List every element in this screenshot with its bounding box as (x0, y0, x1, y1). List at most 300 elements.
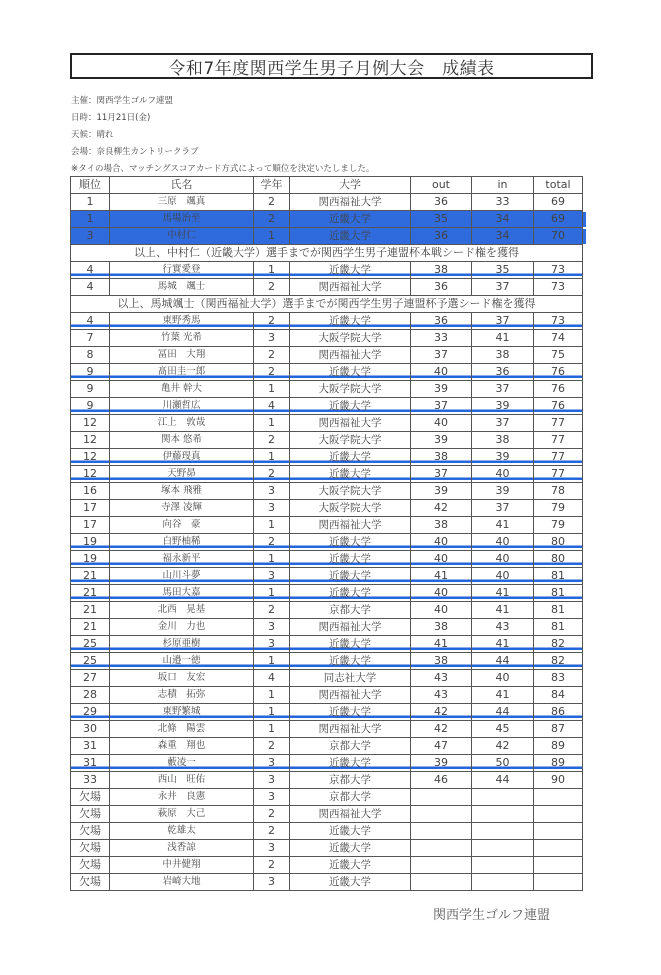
cell-name: 竹葉 光希 (110, 330, 254, 347)
cell-in: 42 (472, 738, 534, 755)
cell-name: 山川斗夢 (110, 568, 254, 585)
table-row (71, 721, 583, 738)
cell-in (472, 806, 534, 823)
cell-rank: 1 (71, 194, 110, 211)
cell-total: 81 (534, 619, 583, 636)
cell-in: 40 (472, 534, 534, 551)
table-row (71, 194, 583, 211)
cell-university: 京都大学 (290, 789, 411, 806)
cell-grade: 1 (254, 687, 290, 704)
cell-university: 近畿大学 (290, 585, 411, 602)
cell-out: 37 (411, 398, 472, 415)
table-row-struck (71, 585, 583, 602)
table-row-struck (71, 398, 583, 415)
cell-rank: 欠場 (71, 789, 110, 806)
cell-out: 39 (411, 483, 472, 500)
table-row (71, 500, 583, 517)
table-row (71, 806, 583, 823)
table-row-struck (71, 313, 583, 330)
cell-grade: 1 (254, 653, 290, 670)
cell-rank: 欠場 (71, 806, 110, 823)
cell-in (472, 840, 534, 857)
cell-university: 近畿大学 (290, 398, 411, 415)
cell-out (411, 789, 472, 806)
table-row (71, 415, 583, 432)
seed-note-row (71, 245, 583, 262)
cell-university: 大阪学院大学 (290, 381, 411, 398)
cell-in: 40 (472, 466, 534, 483)
cell-name: 中井健翔 (110, 857, 254, 874)
cell-out: 47 (411, 738, 472, 755)
cell-out (411, 857, 472, 874)
venue: 会場：奈良柳生カントリークラブ (71, 147, 199, 157)
cell-in: 41 (472, 585, 534, 602)
cell-in: 37 (472, 381, 534, 398)
cell-in: 41 (472, 602, 534, 619)
cell-grade: 2 (254, 194, 290, 211)
cell-university: 京都大学 (290, 772, 411, 789)
cell-university: 近畿大学 (290, 704, 411, 721)
cell-university: 関西福祉大学 (290, 619, 411, 636)
cell-rank: 28 (71, 687, 110, 704)
cell-name: 塚本 飛雅 (110, 483, 254, 500)
cell-out: 36 (411, 313, 472, 330)
cell-total: 69 (534, 211, 583, 228)
cell-out: 41 (411, 636, 472, 653)
cell-total (534, 823, 583, 840)
event-date: 日時：11月21日(金) (71, 113, 151, 123)
cell-in (472, 857, 534, 874)
cell-name: 東野繁城 (110, 704, 254, 721)
cell-university: 近畿大学 (290, 653, 411, 670)
table-row-struck (71, 636, 583, 653)
cell-out: 36 (411, 194, 472, 211)
cell-university: 近畿大学 (290, 466, 411, 483)
cell-total: 75 (534, 347, 583, 364)
footer-organization: 関西学生ゴルフ連盟 (433, 908, 551, 923)
cell-total: 84 (534, 687, 583, 704)
cell-out: 38 (411, 517, 472, 534)
table-row (71, 602, 583, 619)
cell-total: 77 (534, 449, 583, 466)
cell-rank: 16 (71, 483, 110, 500)
cell-in: 39 (472, 398, 534, 415)
cell-in: 41 (472, 517, 534, 534)
cell-rank: 欠場 (71, 874, 110, 891)
cell-total: 82 (534, 653, 583, 670)
cell-rank: 3 (71, 228, 110, 245)
cell-grade: 3 (254, 500, 290, 517)
table-row-struck (71, 534, 583, 551)
cell-total (534, 806, 583, 823)
cell-grade: 3 (254, 789, 290, 806)
cell-grade: 3 (254, 483, 290, 500)
table-row (71, 789, 583, 806)
cell-grade: 1 (254, 262, 290, 279)
cell-university: 近畿大学 (290, 857, 411, 874)
cell-rank: 25 (71, 653, 110, 670)
cell-out: 42 (411, 500, 472, 517)
cell-in: 41 (472, 330, 534, 347)
cell-rank: 17 (71, 500, 110, 517)
cell-in: 37 (472, 415, 534, 432)
cell-rank: 4 (71, 262, 110, 279)
cell-out: 35 (411, 211, 472, 228)
table-row (71, 857, 583, 874)
table-row-struck (71, 704, 583, 721)
cell-total: 87 (534, 721, 583, 738)
cell-out (411, 823, 472, 840)
table-row (71, 670, 583, 687)
cell-grade: 2 (254, 211, 290, 228)
cell-out (411, 840, 472, 857)
cell-out: 42 (411, 704, 472, 721)
cell-total: 76 (534, 364, 583, 381)
cell-grade: 2 (254, 602, 290, 619)
table-row (71, 619, 583, 636)
cell-university: 近畿大学 (290, 823, 411, 840)
cell-grade: 3 (254, 772, 290, 789)
cell-name: 金川 力也 (110, 619, 254, 636)
cell-rank: 欠場 (71, 823, 110, 840)
cell-rank: 9 (71, 398, 110, 415)
cell-name: 冨田 大翔 (110, 347, 254, 364)
cell-out: 38 (411, 449, 472, 466)
cell-grade: 1 (254, 449, 290, 466)
table-row (71, 687, 583, 704)
cell-in: 45 (472, 721, 534, 738)
cell-total: 83 (534, 670, 583, 687)
cell-in: 36 (472, 364, 534, 381)
cell-university: 近畿大学 (290, 313, 411, 330)
cell-out: 40 (411, 602, 472, 619)
cell-grade: 1 (254, 415, 290, 432)
cell-in: 37 (472, 313, 534, 330)
table-row (71, 772, 583, 789)
cell-out: 36 (411, 279, 472, 296)
cell-total: 81 (534, 568, 583, 585)
cell-university: 近畿大学 (290, 228, 411, 245)
cell-grade: 2 (254, 806, 290, 823)
cell-name: 馬田大嘉 (110, 585, 254, 602)
cell-in: 44 (472, 653, 534, 670)
cell-grade: 3 (254, 568, 290, 585)
cell-name: 向谷 豪 (110, 517, 254, 534)
cell-out: 40 (411, 585, 472, 602)
cell-name: 関本 悠希 (110, 432, 254, 449)
cell-total: 76 (534, 398, 583, 415)
cell-total: 81 (534, 602, 583, 619)
table-row-struck (71, 551, 583, 568)
cell-in: 41 (472, 687, 534, 704)
cell-university: 関西福祉大学 (290, 415, 411, 432)
cell-total: 80 (534, 534, 583, 551)
cell-university: 近畿大学 (290, 211, 411, 228)
cell-rank: 7 (71, 330, 110, 347)
cell-total: 89 (534, 738, 583, 755)
cell-out (411, 874, 472, 891)
seed-note-row (71, 296, 583, 313)
cell-name: 伊藤琝真 (110, 449, 254, 466)
cell-rank: 9 (71, 381, 110, 398)
cell-grade: 2 (254, 347, 290, 364)
cell-total: 77 (534, 415, 583, 432)
cell-grade: 2 (254, 364, 290, 381)
cell-name: 萩原 大己 (110, 806, 254, 823)
cell-university: 近畿大学 (290, 534, 411, 551)
cell-total: 73 (534, 262, 583, 279)
seed-note: 以上、中村仁（近畿大学）選手までが関西学生男子連盟杯本戦シード権を獲得 (71, 245, 583, 262)
cell-grade: 2 (254, 466, 290, 483)
cell-rank: 12 (71, 415, 110, 432)
cell-in: 33 (472, 194, 534, 211)
cell-university: 関西福祉大学 (290, 279, 411, 296)
cell-university: 大阪学院大学 (290, 330, 411, 347)
cell-rank: 21 (71, 568, 110, 585)
cell-total: 90 (534, 772, 583, 789)
cell-in: 41 (472, 636, 534, 653)
cell-university: 近畿大学 (290, 262, 411, 279)
cell-total: 77 (534, 466, 583, 483)
header-rank: 順位 (71, 177, 110, 194)
cell-grade: 1 (254, 704, 290, 721)
cell-grade: 2 (254, 432, 290, 449)
cell-out: 43 (411, 670, 472, 687)
cell-rank: 21 (71, 619, 110, 636)
table-row-struck (71, 755, 583, 772)
cell-in: 50 (472, 755, 534, 772)
cell-name: 永井 良憲 (110, 789, 254, 806)
cell-total: 69 (534, 194, 583, 211)
table-row (71, 483, 583, 500)
cell-name: 森重 翔也 (110, 738, 254, 755)
table-row (71, 330, 583, 347)
cell-in: 38 (472, 347, 534, 364)
table-row (71, 279, 583, 296)
cell-grade: 3 (254, 874, 290, 891)
cell-in: 37 (472, 279, 534, 296)
cell-grade: 2 (254, 313, 290, 330)
cell-university: 京都大学 (290, 738, 411, 755)
table-row-struck (71, 653, 583, 670)
cell-out: 37 (411, 466, 472, 483)
cell-in (472, 789, 534, 806)
cell-in: 34 (472, 228, 534, 245)
table-row (71, 874, 583, 891)
table-row-highlighted (71, 228, 583, 245)
cell-total: 82 (534, 636, 583, 653)
cell-total (534, 857, 583, 874)
cell-grade: 2 (254, 738, 290, 755)
cell-name: 江上 敦哉 (110, 415, 254, 432)
table-row (71, 517, 583, 534)
cell-university: 関西福祉大学 (290, 721, 411, 738)
cell-total: 78 (534, 483, 583, 500)
seed-note: 以上、馬城颯士（関西福祉大学）選手までが関西学生男子連盟杯予選シード権を獲得 (71, 296, 583, 313)
cell-university: 関西福祉大学 (290, 194, 411, 211)
table-row (71, 347, 583, 364)
cell-name: 浅香諒 (110, 840, 254, 857)
header-total: total (534, 177, 583, 194)
cell-grade: 3 (254, 636, 290, 653)
page-title: 令和7年度関西学生男子月例大会 成績表 (70, 53, 593, 79)
cell-university: 近畿大学 (290, 874, 411, 891)
table-row-struck (71, 364, 583, 381)
cell-name: 北條 陽雲 (110, 721, 254, 738)
cell-grade: 4 (254, 398, 290, 415)
cell-university: 近畿大学 (290, 364, 411, 381)
cell-name: 髙田圭一郎 (110, 364, 254, 381)
table-header-row (71, 177, 583, 194)
cell-rank: 1 (71, 211, 110, 228)
cell-out (411, 806, 472, 823)
cell-total: 76 (534, 381, 583, 398)
cell-name: 馬場治至 (110, 211, 254, 228)
cell-university: 近畿大学 (290, 449, 411, 466)
cell-out: 39 (411, 755, 472, 772)
cell-rank: 19 (71, 551, 110, 568)
cell-total: 77 (534, 432, 583, 449)
cell-in: 40 (472, 670, 534, 687)
cell-total: 73 (534, 313, 583, 330)
cell-total (534, 789, 583, 806)
cell-out: 40 (411, 534, 472, 551)
cell-name: 坂口 友宏 (110, 670, 254, 687)
highlighter-mark (583, 229, 586, 244)
cell-university: 近畿大学 (290, 551, 411, 568)
table-row (71, 823, 583, 840)
cell-university: 同志社大学 (290, 670, 411, 687)
cell-total (534, 840, 583, 857)
cell-out: 38 (411, 619, 472, 636)
cell-name: 亀井 幹大 (110, 381, 254, 398)
cell-rank: 21 (71, 602, 110, 619)
table-row-struck (71, 568, 583, 585)
cell-rank: 21 (71, 585, 110, 602)
cell-university: 京都大学 (290, 602, 411, 619)
header-in: in (472, 177, 534, 194)
cell-name: 馬城 颯士 (110, 279, 254, 296)
cell-out: 41 (411, 568, 472, 585)
header-out: out (411, 177, 472, 194)
cell-total: 80 (534, 551, 583, 568)
cell-name: 北西 晃基 (110, 602, 254, 619)
cell-in: 39 (472, 483, 534, 500)
cell-out: 39 (411, 432, 472, 449)
cell-grade: 3 (254, 755, 290, 772)
cell-name: 川瀬哲広 (110, 398, 254, 415)
cell-total: 89 (534, 755, 583, 772)
cell-university: 近畿大学 (290, 568, 411, 585)
cell-grade: 1 (254, 551, 290, 568)
cell-name: 藪凌一 (110, 755, 254, 772)
cell-name: 志積 拓弥 (110, 687, 254, 704)
cell-university: 近畿大学 (290, 636, 411, 653)
cell-name: 行實愛登 (110, 262, 254, 279)
cell-rank: 欠場 (71, 840, 110, 857)
cell-name: 天野昴 (110, 466, 254, 483)
cell-in: 39 (472, 449, 534, 466)
cell-name: 乾雄太 (110, 823, 254, 840)
cell-grade: 1 (254, 721, 290, 738)
cell-out: 43 (411, 687, 472, 704)
cell-in (472, 874, 534, 891)
cell-university: 関西福祉大学 (290, 347, 411, 364)
cell-rank: 欠場 (71, 857, 110, 874)
cell-university: 近畿大学 (290, 755, 411, 772)
table-row (71, 738, 583, 755)
cell-name: 東野秀馬 (110, 313, 254, 330)
cell-total: 70 (534, 228, 583, 245)
cell-out: 42 (411, 721, 472, 738)
cell-grade: 1 (254, 585, 290, 602)
cell-rank: 29 (71, 704, 110, 721)
cell-rank: 12 (71, 449, 110, 466)
cell-grade: 1 (254, 517, 290, 534)
cell-total: 79 (534, 517, 583, 534)
cell-out: 37 (411, 347, 472, 364)
cell-university: 大阪学院大学 (290, 432, 411, 449)
cell-grade: 4 (254, 670, 290, 687)
cell-university: 関西福祉大学 (290, 687, 411, 704)
results-body (71, 194, 583, 891)
table-row-struck (71, 262, 583, 279)
cell-out: 40 (411, 551, 472, 568)
cell-out: 33 (411, 330, 472, 347)
cell-in: 37 (472, 500, 534, 517)
organizer: 主催：関西学生ゴルフ連盟 (71, 96, 174, 106)
cell-name: 寺澤 凌輝 (110, 500, 254, 517)
cell-university: 近畿大学 (290, 840, 411, 857)
cell-out: 38 (411, 262, 472, 279)
cell-name: 山邉一徳 (110, 653, 254, 670)
cell-in: 44 (472, 704, 534, 721)
cell-in: 38 (472, 432, 534, 449)
cell-rank: 9 (71, 364, 110, 381)
cell-in: 35 (472, 262, 534, 279)
cell-rank: 19 (71, 534, 110, 551)
cell-rank: 25 (71, 636, 110, 653)
cell-in: 34 (472, 211, 534, 228)
cell-total (534, 874, 583, 891)
highlighter-mark (583, 212, 586, 227)
cell-rank: 31 (71, 738, 110, 755)
cell-rank: 17 (71, 517, 110, 534)
cell-out: 36 (411, 228, 472, 245)
header-grade: 学年 (254, 177, 290, 194)
cell-name: 福永新平 (110, 551, 254, 568)
cell-out: 46 (411, 772, 472, 789)
cell-rank: 31 (71, 755, 110, 772)
cell-university: 関西福祉大学 (290, 806, 411, 823)
cell-name: 中村仁 (110, 228, 254, 245)
cell-rank: 33 (71, 772, 110, 789)
cell-grade: 2 (254, 279, 290, 296)
cell-grade: 3 (254, 330, 290, 347)
cell-rank: 30 (71, 721, 110, 738)
cell-grade: 2 (254, 823, 290, 840)
cell-name: 西山 旺佑 (110, 772, 254, 789)
cell-out: 38 (411, 653, 472, 670)
table-row-highlighted (71, 211, 583, 228)
header-university: 大学 (290, 177, 411, 194)
table-row (71, 381, 583, 398)
cell-grade: 3 (254, 619, 290, 636)
cell-out: 40 (411, 364, 472, 381)
cell-rank: 27 (71, 670, 110, 687)
table-row (71, 840, 583, 857)
cell-rank: 4 (71, 279, 110, 296)
